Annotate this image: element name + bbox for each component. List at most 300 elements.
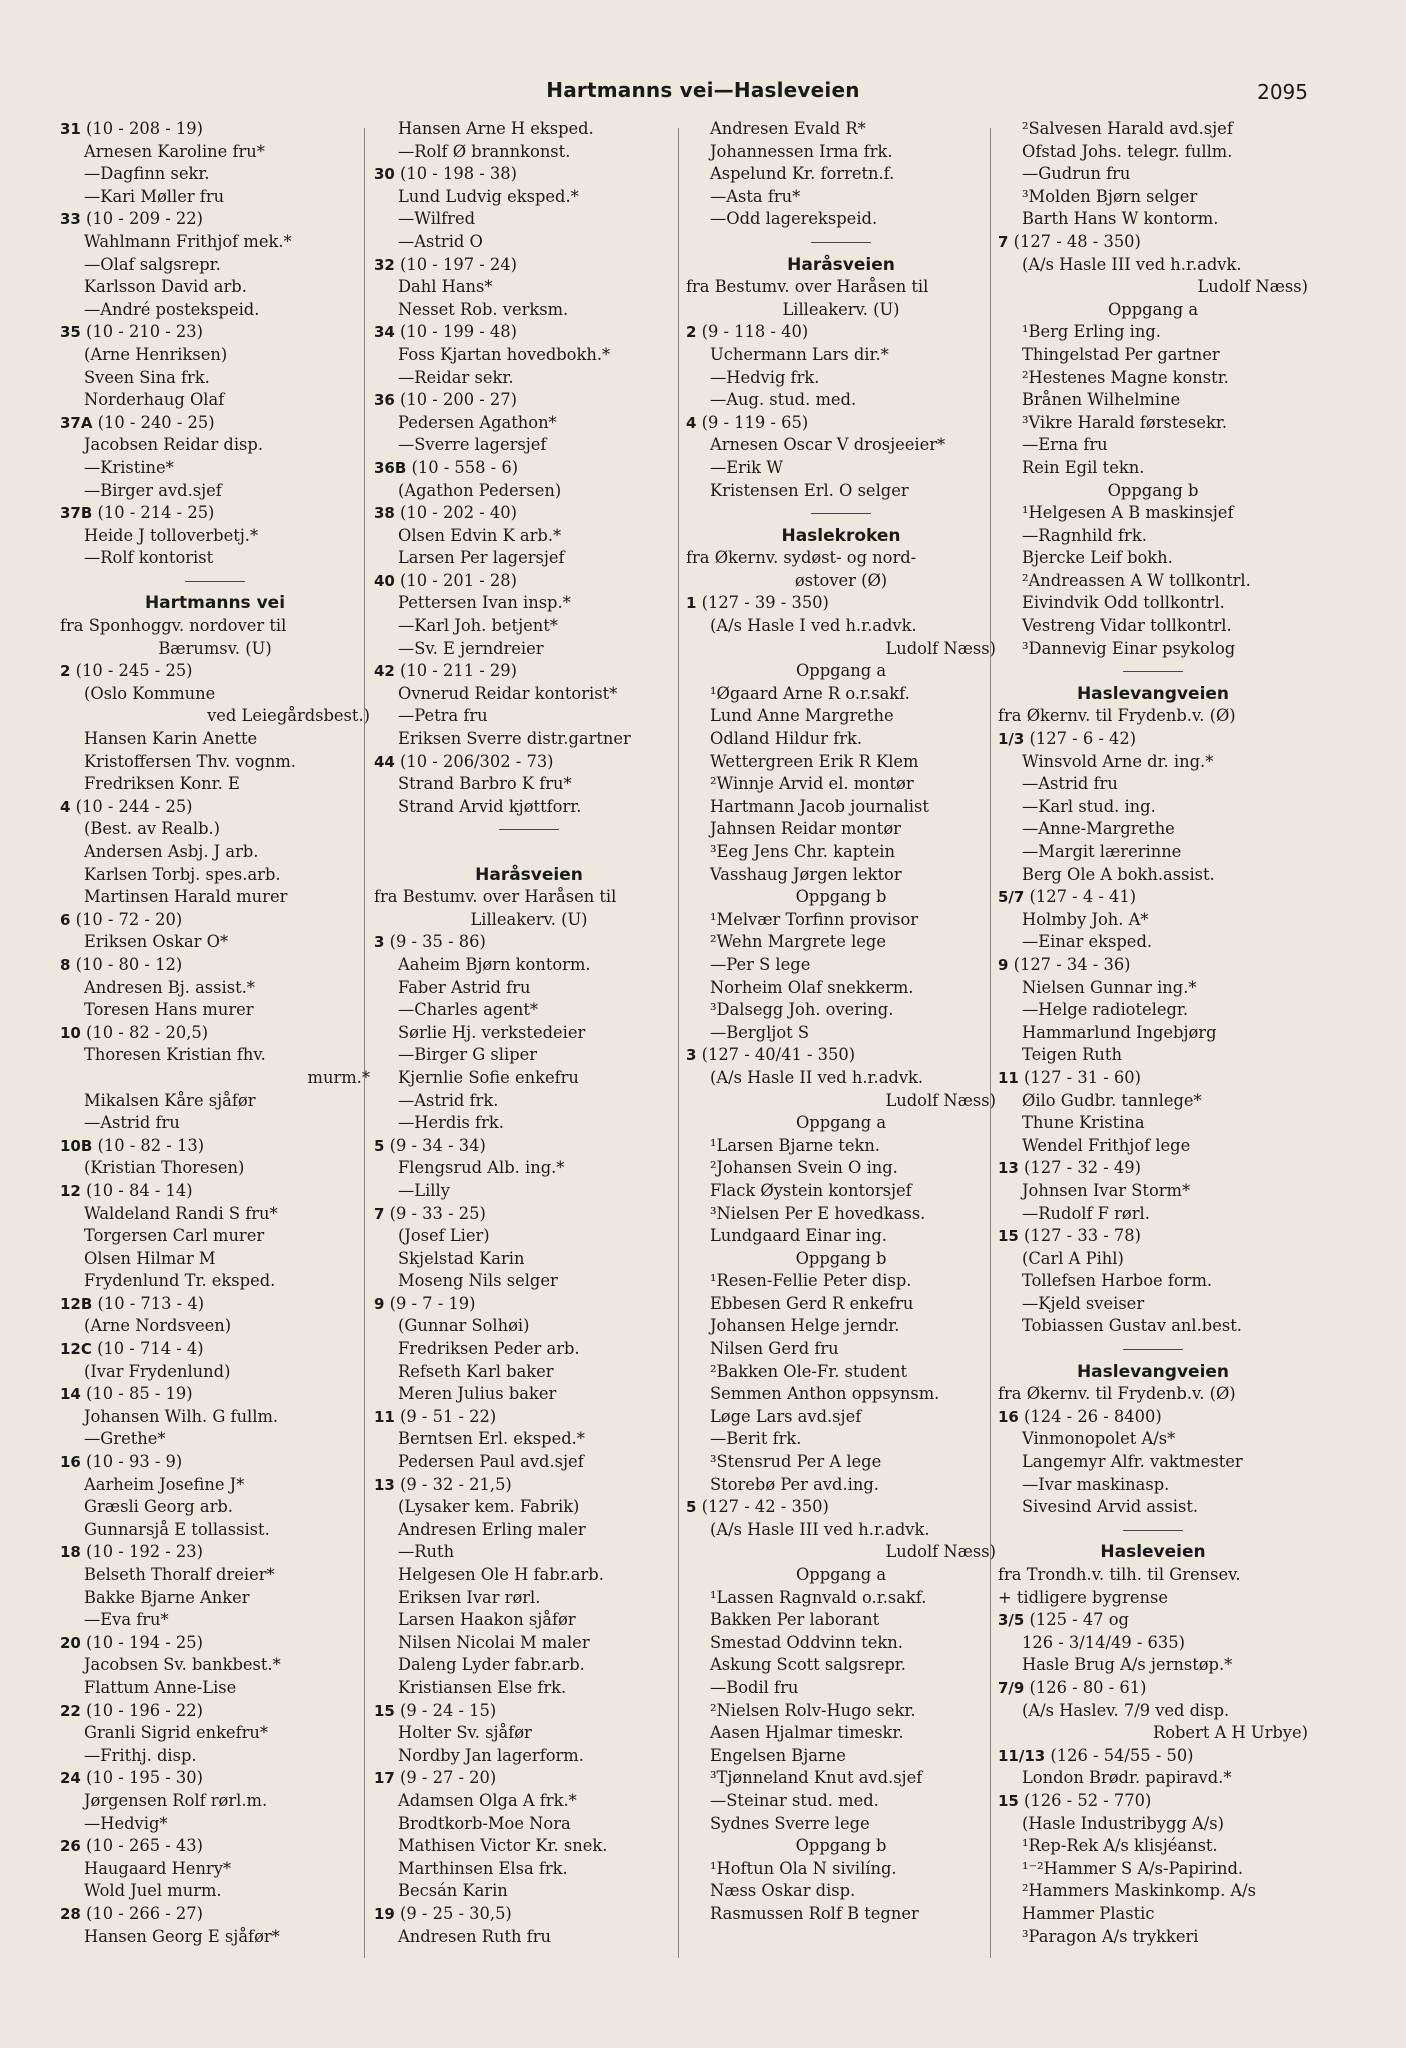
resident-entry: Andersen Asbj. J arb. [84,842,259,861]
resident-entry: ¹Melvær Torfinn provisor [710,909,919,929]
resident-entry: Engelsen Bjarne [710,1745,846,1765]
resident-entry: —Asta fru* [710,186,801,206]
resident-entry: (Best. av Realb.) [84,819,221,839]
house-number-entry: 20 (10 - 194 - 25) [60,1632,203,1652]
house-number-entry: 26 (10 - 265 - 43) [60,1836,203,1856]
resident-entry: ¹Resen-Fellie Peter disp. [710,1271,912,1291]
house-number-entry: 12B (10 - 713 - 4) [60,1293,205,1313]
resident-entry: ³Dannevig Einar psykolog [1022,638,1236,658]
resident-entry: Wettergreen Erik R Klem [710,751,919,771]
resident-entry: ¹Hoftun Ola N sivilíng. [710,1858,897,1878]
resident-entry: Sivesind Arvid assist. [1022,1497,1199,1517]
resident-entry: ³Molden Bjørn selger [1022,186,1198,206]
page-header [0,78,1406,108]
resident-entry: Johannessen Irma frk. [710,141,893,161]
resident-entry: Bakke Bjarne Anker [84,1587,250,1607]
resident-entry: —Gudrun fru [1022,164,1131,184]
resident-entry: Ludolf Næss) [885,638,996,658]
resident-entry: —Aug. stud. med. [710,390,857,410]
street-heading: Haråsveien [787,254,895,275]
resident-entry: (Arne Nordsveen) [84,1316,232,1336]
resident-entry: + tidligere bygrense [998,1587,1168,1607]
house-number-entry: 11 (9 - 51 - 22) [374,1406,497,1426]
resident-entry: —Karl stud. ing. [1022,796,1156,816]
resident-entry: —Reidar sekr. [398,367,514,387]
resident-entry: Holter Sv. sjåfør [398,1723,532,1743]
resident-entry: Wendel Frithjof lege [1022,1135,1191,1155]
resident-entry: —Charles agent* [398,1000,539,1020]
resident-entry: ³Stensrud Per A lege [710,1452,882,1472]
house-number-entry: 31 (10 - 208 - 19) [60,119,203,138]
house-number-entry: 4 (10 - 244 - 25) [60,796,193,816]
resident-entry: Askung Scott salgsrepr. [710,1655,906,1675]
house-number-entry: 7/9 (126 - 80 - 61) [998,1677,1147,1697]
resident-entry: —Hedvig frk. [710,367,820,387]
resident-entry: Brånen Wilhelmine [1022,390,1181,410]
resident-entry: 126 - 3/14/49 - 635) [1022,1632,1185,1652]
resident-entry: Haugaard Henry* [84,1858,232,1878]
resident-entry: —Astrid frk. [398,1090,499,1110]
resident-entry: Winsvold Arne dr. ing.* [1022,751,1214,771]
house-number-entry: 6 (10 - 72 - 20) [60,909,183,929]
resident-entry: —Eva fru* [84,1610,169,1630]
resident-entry: ¹Larsen Bjarne tekn. [710,1135,880,1155]
resident-entry: Kjernlie Sofie enkefru [398,1067,579,1087]
house-number-entry: 35 (10 - 210 - 23) [60,322,203,342]
resident-entry: Ludolf Næss) [885,1542,996,1562]
resident-entry: Løge Lars avd.sjef [710,1406,862,1426]
resident-entry: Kristoffersen Thv. vognm. [84,751,296,771]
house-number-entry: 1/3 (127 - 6 - 42) [998,729,1137,749]
resident-entry: (Gunnar Solhøi) [398,1316,530,1336]
resident-entry: Jacobsen Reidar disp. [84,435,263,455]
resident-entry: (Arne Henriksen) [84,344,228,364]
column-3 [686,118,996,1926]
resident-entry: Hammarlund Ingebjørg [1022,1022,1217,1042]
resident-entry: Wahlmann Frithjof mek.* [84,231,292,251]
resident-entry: Flengsrud Alb. ing.* [398,1158,565,1178]
resident-entry: Johansen Helge jerndr. [710,1316,900,1336]
resident-entry: Ebbesen Gerd R enkefru [710,1293,914,1313]
resident-entry: Thoresen Kristian fhv. [84,1045,266,1065]
resident-entry: Nesset Rob. verksm. [398,299,569,319]
resident-entry: Oppgang b [795,1836,887,1856]
resident-entry: Kristiansen Else frk. [398,1677,567,1697]
resident-entry: Helgesen Ole H fabr.arb. [398,1565,604,1584]
resident-entry: Teigen Ruth [1022,1045,1122,1065]
resident-entry: ³Vikre Harald førstesekr. [1022,412,1228,432]
resident-entry: Ludolf Næss) [1197,277,1308,297]
resident-entry: fra Økernv. til Frydenb.v. (Ø) [998,1384,1236,1404]
house-number-entry: 12C (10 - 714 - 4) [60,1339,204,1359]
resident-entry: Eriksen Ivar rørl. [398,1587,541,1607]
resident-entry: Flattum Anne-Lise [84,1677,237,1697]
resident-entry: Toresen Hans murer [84,1000,254,1020]
resident-entry: Bærumsv. (U) [158,638,272,658]
resident-entry: Oppgang b [795,1248,887,1268]
resident-entry: Lund Anne Margrethe [710,706,894,726]
resident-entry: (Kristian Thoresen) [84,1158,245,1178]
section-divider [998,660,1308,683]
resident-entry: Karlsen Torbj. spes.arb. [84,864,281,884]
resident-entry: Hansen Karin Anette [84,729,258,749]
resident-entry: —Einar eksped. [1022,932,1153,952]
column-4 [998,118,1308,1948]
resident-entry: Ovnerud Reidar kontorist* [398,683,618,703]
resident-entry: —Ivar maskinasp. [1022,1474,1170,1494]
house-number-entry: 13 (9 - 32 - 21,5) [374,1474,512,1494]
resident-entry: —Erik W [710,457,783,477]
resident-entry: —Berit frk. [710,1429,802,1449]
resident-entry: Belseth Thoralf dreier* [84,1565,275,1584]
resident-entry: Arnesen Oscar V drosjeeier* [710,435,946,455]
resident-entry: ¹Rep-Rek A/s klisjéanst. [1022,1836,1218,1856]
house-number-entry: 16 (10 - 93 - 9) [60,1452,183,1472]
resident-entry: —Steinar stud. med. [710,1790,879,1810]
resident-entry: Oppgang a [795,661,887,681]
resident-entry: murm.* [307,1067,370,1087]
house-number-entry: 13 (127 - 32 - 49) [998,1158,1141,1178]
resident-entry: Lilleakerv. (U) [470,909,588,929]
resident-entry: Mathisen Victor Kr. snek. [398,1836,608,1856]
resident-entry: Frydenlund Tr. eksped. [84,1271,276,1291]
resident-entry: Jacobsen Sv. bankbest.* [84,1655,281,1675]
resident-entry: Oppgang a [1107,299,1199,319]
resident-entry: Uchermann Lars dir.* [710,344,889,364]
resident-entry: ³Tjønneland Knut avd.sjef [710,1768,923,1788]
house-number-entry: 15 (127 - 33 - 78) [998,1226,1141,1246]
resident-entry: Brodtkorb-Moe Nora [398,1813,571,1833]
house-number-entry: 36B (10 - 558 - 6) [374,457,519,477]
resident-entry: Wold Juel murm. [84,1881,222,1901]
resident-entry: fra Økernv. til Frydenb.v. (Ø) [998,706,1236,726]
resident-entry: Larsen Per lagersjef [398,548,565,568]
house-number-entry: 4 (9 - 119 - 65) [686,412,809,432]
resident-entry: Granli Sigrid enkefru* [84,1723,268,1743]
resident-entry: Eivindvik Odd tollkontrl. [1022,593,1225,613]
resident-entry: —André postekspeid. [84,299,260,319]
resident-entry: Ludolf Næss) [885,1090,996,1110]
resident-entry: fra Sponhoggv. nordover til [60,616,287,636]
resident-entry: —Birger avd.sjef [84,480,222,500]
resident-entry: Oppgang a [795,1565,887,1584]
resident-entry: Øilo Gudbr. tannlege* [1022,1090,1202,1110]
resident-entry: Johnsen Ivar Storm* [1022,1180,1191,1200]
resident-entry: Eriksen Sverre distr.gartner [398,729,631,749]
house-number-entry: 22 (10 - 196 - 22) [60,1700,203,1720]
resident-entry: Sydnes Sverre lege [710,1813,870,1833]
resident-entry: —Kristine* [84,457,174,477]
section-divider [998,1519,1308,1542]
resident-entry: Foss Kjartan hovedbokh.* [398,344,611,364]
resident-entry: Semmen Anthon oppsynsm. [710,1384,940,1404]
resident-entry: —Lilly [398,1180,450,1200]
resident-entry: Torgersen Carl murer [84,1226,265,1246]
column-1 [60,118,370,1948]
house-number-entry: 7 (9 - 33 - 25) [374,1203,486,1223]
resident-entry: Oppgang a [795,1113,887,1133]
resident-entry: (A/s Hasle III ved h.r.advk. [1022,254,1242,274]
house-number-entry: 8 (10 - 80 - 12) [60,954,183,974]
resident-entry: ³Eeg Jens Chr. kaptein [710,842,895,861]
resident-entry: Mikalsen Kåre sjåfør [84,1090,256,1110]
resident-entry: (Agathon Pedersen) [398,480,562,500]
resident-entry: fra Økernv. sydøst- og nord- [686,548,917,568]
resident-entry: Fredriksen Peder arb. [398,1339,580,1359]
house-number-entry: 16 (124 - 26 - 8400) [998,1406,1162,1426]
resident-entry: —Grethe* [84,1429,166,1449]
house-number-entry: 42 (10 - 211 - 29) [374,661,517,681]
resident-entry: Barth Hans W kontorm. [1022,209,1219,229]
house-number-entry: 3 (9 - 35 - 86) [374,932,486,952]
resident-entry: —Petra fru [398,706,488,726]
resident-entry: (Carl A Pihl) [1022,1248,1124,1268]
resident-entry: (Oslo Kommune [84,683,216,703]
resident-entry: Bjercke Leif bokh. [1022,548,1173,568]
resident-entry: Andresen Bj. assist.* [84,977,255,997]
resident-entry: Ofstad Johs. telegr. fullm. [1022,141,1233,161]
resident-entry: —Helge radiotelegr. [1022,1000,1189,1020]
resident-entry: (A/s Hasle III ved h.r.advk. [710,1519,930,1539]
resident-entry: ¹Helgesen A B maskinsjef [1022,503,1234,523]
resident-entry: —Sverre lagersjef [398,435,547,455]
resident-entry: —Astrid fru [1022,774,1118,794]
section-divider [686,502,996,525]
house-number-entry: 34 (10 - 199 - 48) [374,322,517,342]
resident-entry: Hammer Plastic [1022,1903,1155,1923]
resident-entry: Nilsen Nicolai M maler [398,1632,590,1652]
resident-entry: Bakken Per laborant [710,1610,880,1630]
resident-entry: Olsen Edvin K arb.* [398,525,562,545]
house-number-entry: 15 (9 - 24 - 15) [374,1700,497,1720]
resident-entry: ²Winnje Arvid el. montør [710,774,914,794]
page-title: Hartmanns vei—Hasleveien [546,78,860,102]
resident-entry: ²Nielsen Rolv-Hugo sekr. [710,1700,916,1720]
resident-entry: Holmby Joh. A* [1022,909,1149,929]
resident-entry: Faber Astrid fru [398,977,531,997]
resident-entry: Robert A H Urbye) [1152,1723,1308,1743]
resident-entry: ²Andreassen A W tollkontrl. [1022,570,1251,590]
resident-entry: Rein Egil tekn. [1022,457,1145,477]
resident-entry: fra Bestumv. over Haråsen til [374,887,617,907]
resident-entry: Aarheim Josefine J* [84,1474,245,1494]
resident-entry: Langemyr Alfr. vaktmester [1022,1452,1243,1472]
resident-entry: Vestreng Vidar tollkontrl. [1022,616,1232,636]
resident-entry: Hartmann Jacob journalist [710,796,929,816]
resident-entry: —Ruth [398,1542,455,1562]
resident-entry: Andresen Erling maler [398,1519,586,1539]
house-number-entry: 11/13 (126 - 54/55 - 50) [998,1745,1194,1765]
resident-entry: Berntsen Erl. eksped.* [398,1429,585,1449]
resident-entry: —Odd lagerekspeid. [710,209,878,229]
house-number-entry: 2 (10 - 245 - 25) [60,661,193,681]
resident-entry: Fredriksen Konr. E [84,774,240,794]
resident-entry: ¹Øgaard Arne R o.r.sakf. [710,683,910,703]
resident-entry: ³Dalsegg Joh. overing. [710,1000,894,1020]
street-heading: Hasleveien [1100,1542,1206,1563]
resident-entry: Heide J tolloverbetj.* [84,525,259,545]
resident-entry: —Rolf kontorist [84,548,214,568]
street-heading: Hartmanns vei [144,593,286,614]
resident-entry: Lilleakerv. (U) [782,299,900,319]
resident-entry: østover (Ø) [794,570,888,590]
resident-entry: Strand Arvid kjøttforr. [398,796,582,816]
resident-entry: Pedersen Agathon* [398,412,557,432]
resident-entry: Storebø Per avd.ing. [710,1474,879,1494]
resident-entry: Adamsen Olga A frk.* [398,1790,577,1810]
resident-entry: Daleng Lyder fabr.arb. [398,1655,585,1675]
resident-entry: ²Hammers Maskinkomp. A/s [1022,1881,1257,1901]
resident-entry: ²Bakken Ole-Fr. student [710,1361,908,1381]
resident-entry: fra Trondh.v. tilh. til Grensev. [998,1565,1241,1584]
resident-entry: Hasle Brug A/s jernstøp.* [1022,1655,1233,1675]
resident-entry: Larsen Haakon sjåfør [398,1610,576,1630]
house-number-entry: 17 (9 - 27 - 20) [374,1768,497,1788]
house-number-entry: 10B (10 - 82 - 13) [60,1135,205,1155]
spacer [374,841,684,864]
resident-entry: —Astrid fru [84,1113,180,1133]
resident-entry: Marthinsen Elsa frk. [398,1858,568,1878]
resident-entry: Odland Hildur frk. [710,729,863,749]
resident-entry: Meren Julius baker [398,1384,557,1404]
resident-entry: Norderhaug Olaf [84,390,225,410]
resident-entry: (Ivar Frydenlund) [84,1361,231,1381]
resident-entry: —Sv. E jerndreier [398,638,544,658]
resident-entry: (Lysaker kem. Fabrik) [398,1497,580,1517]
resident-entry: (Hasle Industribygg A/s) [1022,1813,1224,1833]
resident-entry: Jahnsen Reidar montør [710,819,901,839]
house-number-entry: 32 (10 - 197 - 24) [374,254,517,274]
resident-entry: Dahl Hans* [398,277,493,297]
resident-entry: Tollefsen Harboe form. [1022,1271,1213,1291]
resident-entry: Hansen Arne H eksped. [398,119,594,138]
resident-entry: ³Nielsen Per E hovedkass. [710,1203,926,1223]
resident-entry: Næss Oskar disp. [710,1881,856,1901]
resident-entry: Oppgang b [795,887,887,907]
house-number-entry: 33 (10 - 209 - 22) [60,209,203,229]
resident-entry: Norheim Olaf snekkerm. [710,977,914,997]
resident-entry: Eriksen Oskar O* [84,932,229,952]
page-number: 2095 [1257,80,1308,104]
street-heading: Haråsveien [475,864,583,885]
resident-entry: Moseng Nils selger [398,1271,558,1291]
resident-entry: Andresen Ruth fru [398,1926,551,1946]
house-number-entry: 11 (127 - 31 - 60) [998,1067,1141,1087]
resident-entry: Thingelstad Per gartner [1022,344,1220,364]
resident-entry: Sveen Sina frk. [84,367,210,387]
resident-entry: —Per S lege [710,954,811,974]
resident-entry: ¹Lassen Ragnvald o.r.sakf. [710,1587,927,1607]
resident-entry: Aaheim Bjørn kontorm. [398,954,591,974]
resident-entry: —Astrid O [398,231,483,251]
resident-entry: (A/s Haslev. 7/9 ved disp. [1022,1700,1230,1720]
house-number-entry: 7 (127 - 48 - 350) [998,231,1141,251]
resident-entry: —Frithj. disp. [84,1745,197,1765]
resident-entry: Aspelund Kr. forretn.f. [710,164,895,184]
resident-entry: —Bergljot S [710,1022,810,1042]
resident-entry: Nordby Jan lagerform. [398,1745,584,1765]
resident-entry: —Hedvig* [84,1813,168,1833]
section-divider [998,1338,1308,1361]
resident-entry: —Olaf salgsrepr. [84,254,221,274]
resident-entry: Oppgang b [1107,480,1199,500]
resident-entry: Vinmonopolet A/s* [1022,1429,1176,1449]
house-number-entry: 9 (127 - 34 - 36) [998,954,1131,974]
resident-entry: —Herdis frk. [398,1113,504,1133]
house-number-entry: 37A (10 - 240 - 25) [60,412,215,432]
house-number-entry: 44 (10 - 206/302 - 73) [374,751,554,771]
resident-entry: Andresen Evald R* [710,119,866,138]
resident-entry: Johansen Wilh. G fullm. [84,1406,279,1426]
resident-entry: Olsen Hilmar M [84,1248,216,1268]
house-number-entry: 5/7 (127 - 4 - 41) [998,887,1137,907]
resident-entry: Martinsen Harald murer [84,887,288,907]
house-number-entry: 40 (10 - 201 - 28) [374,570,517,590]
resident-entry: Kristensen Erl. O selger [710,480,909,500]
house-number-entry: 3 (127 - 40/41 - 350) [686,1045,856,1065]
house-number-entry: 12 (10 - 84 - 14) [60,1180,193,1200]
street-heading: Haslevangveien [1076,1361,1230,1382]
resident-entry: —Bodil fru [710,1677,799,1697]
house-number-entry: 18 (10 - 192 - 23) [60,1542,203,1562]
resident-entry: Hansen Georg E sjåfør* [84,1926,280,1946]
house-number-entry: 36 (10 - 200 - 27) [374,390,517,410]
resident-entry: —Kjeld sveiser [1022,1293,1145,1313]
house-number-entry: 19 (9 - 25 - 30,5) [374,1903,512,1923]
house-number-entry: 1 (127 - 39 - 350) [686,593,829,613]
resident-entry: —Dagfinn sekr. [84,164,210,184]
resident-entry: Gunnarsjå E tollassist. [84,1519,270,1539]
resident-entry: Strand Barbro K fru* [398,774,572,794]
resident-entry: —Anne-Margrethe [1022,819,1175,839]
resident-entry: Arnesen Karoline fru* [84,141,265,161]
resident-entry: Smestad Oddvinn tekn. [710,1632,903,1652]
resident-entry: ³Paragon A/s trykkeri [1022,1926,1199,1946]
resident-entry: —Rolf Ø brannkonst. [398,141,571,161]
resident-entry: —Karl Joh. betjent* [398,616,558,636]
resident-entry: Sørlie Hj. verkstedeier [398,1022,586,1042]
house-number-entry: 28 (10 - 266 - 27) [60,1903,203,1923]
resident-entry: Rasmussen Rolf B tegner [710,1903,919,1923]
resident-entry: ²Hestenes Magne konstr. [1022,367,1229,387]
street-heading: Haslevangveien [1076,683,1230,704]
resident-entry: Karlsson David arb. [84,277,247,297]
column-2 [374,118,684,1948]
resident-entry: Waldeland Randi S fru* [84,1203,278,1223]
resident-entry: (A/s Hasle I ved h.r.advk. [710,616,917,636]
house-number-entry: 24 (10 - 195 - 30) [60,1768,203,1788]
resident-entry: Græsli Georg arb. [84,1497,233,1517]
resident-entry: —Kari Møller fru [84,186,225,206]
house-number-entry: 30 (10 - 198 - 38) [374,164,517,184]
resident-entry: Skjelstad Karin [398,1248,525,1268]
resident-entry: Vasshaug Jørgen lektor [710,864,902,884]
house-number-entry: 3/5 (125 - 47 og [998,1610,1129,1630]
resident-entry: Nielsen Gunnar ing.* [1022,977,1197,997]
resident-entry: —Wilfred [398,209,476,229]
resident-entry: Pedersen Paul avd.sjef [398,1452,584,1472]
resident-entry: fra Bestumv. over Haråsen til [686,277,929,297]
resident-entry: ¹⁻²Hammer S A/s-Papirind. [1022,1858,1244,1878]
resident-entry: —Birger G sliper [398,1045,538,1065]
resident-entry: —Erna fru [1022,435,1108,455]
street-heading: Haslekroken [781,525,901,546]
house-number-entry: 15 (126 - 52 - 770) [998,1790,1152,1810]
house-number-entry: 10 (10 - 82 - 20,5) [60,1022,209,1042]
house-number-entry: 2 (9 - 118 - 40) [686,322,809,342]
house-number-entry: 5 (127 - 42 - 350) [686,1497,829,1517]
resident-entry: ved Leiegårdsbest.) [207,706,370,726]
